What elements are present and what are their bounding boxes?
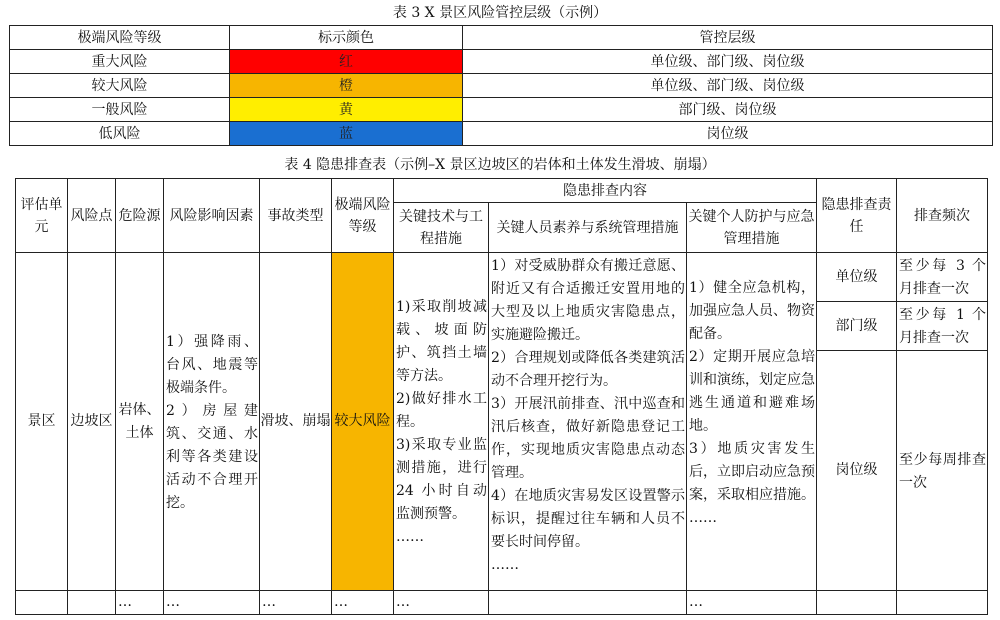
risk-level-cell: 一般风险 bbox=[10, 98, 230, 122]
frequency-cell: 至少每 1 个月排查一次 bbox=[897, 302, 988, 351]
header-control-level: 管控层级 bbox=[463, 26, 993, 50]
header-tech-measures: 关键技术与工程措施 bbox=[394, 203, 489, 253]
color-swatch-blue: 蓝 bbox=[230, 122, 463, 146]
risk-level-cell: 重大风险 bbox=[10, 50, 230, 74]
risk-level-cell: 低风险 bbox=[10, 122, 230, 146]
empty-cell bbox=[817, 591, 897, 615]
risk-point-cell: 边坡区 bbox=[68, 253, 116, 591]
frequency-cell: 至少每周排查一次 bbox=[897, 351, 988, 591]
control-level-cell: 单位级、部门级、岗位级 bbox=[463, 74, 993, 98]
header-assessment-unit: 评估单元 bbox=[16, 179, 68, 253]
table4-header-row-1 bbox=[16, 179, 988, 203]
empty-cell bbox=[489, 591, 687, 615]
color-swatch-orange: 橙 bbox=[230, 74, 463, 98]
control-level-cell: 岗位级 bbox=[463, 122, 993, 146]
management-measures-cell: 1）对受威胁群众有搬迁意愿、附近又有合适搬迁安置用地的大型及以上地质灾害隐患点，实施避险搬迁。 2）合理规划或降低各类建筑活动不合理开挖行为。 3）开展汛前排查、汛中巡查和汛后核查，做好新隐患登记工作，实现地质灾害隐患点动态管理。 4）在地质灾害易发区设置警示标识，提醒过往车辆和人员不要长时间停留。 …… bbox=[489, 253, 687, 591]
table3-caption: 表 3 X 景区风险管控层级（示例） bbox=[392, 5, 608, 21]
header-accident-type: 事故类型 bbox=[260, 179, 332, 253]
table3-header-row bbox=[10, 26, 993, 50]
header-protection-measures: 关键个人防护与应急管理措施 bbox=[687, 203, 817, 253]
ellipsis-cell: … bbox=[394, 591, 489, 615]
frequency-cell: 至少每 3 个月排查一次 bbox=[897, 253, 988, 302]
control-level-cell: 部门级、岗位级 bbox=[463, 98, 993, 122]
color-swatch-red: 红 bbox=[230, 50, 463, 74]
table3-row-major bbox=[10, 50, 993, 74]
header-risk-factors: 风险影响因素 bbox=[164, 179, 260, 253]
header-management-measures: 关键人员素养与系统管理措施 bbox=[489, 203, 687, 253]
responsibility-cell: 单位级 bbox=[817, 253, 897, 302]
ellipsis-cell: … bbox=[687, 591, 817, 615]
hazard-source-cell: 岩体、土体 bbox=[116, 253, 164, 591]
control-level-cell: 单位级、部门级、岗位级 bbox=[463, 50, 993, 74]
risk-control-level-table bbox=[9, 25, 993, 146]
header-risk-level: 极端风险等级 bbox=[10, 26, 230, 50]
ellipsis-cell: … bbox=[116, 591, 164, 615]
header-color: 标示颜色 bbox=[230, 26, 463, 50]
protection-measures-cell: 1）健全应急机构，加强应急人员、物资配备。 2）定期开展应急培训和演练，划定应急逃生通道和避难场地。 3）地质灾害发生后，立即启动应急预案，采取相应措施。 …… bbox=[687, 253, 817, 591]
color-swatch-yellow: 黄 bbox=[230, 98, 463, 122]
accident-type-cell: 滑坡、崩塌 bbox=[260, 253, 332, 591]
extreme-risk-level-cell: 较大风险 bbox=[332, 253, 394, 591]
header-hazard-source: 危险源 bbox=[116, 179, 164, 253]
table3-row-larger bbox=[10, 74, 993, 98]
responsibility-cell: 部门级 bbox=[817, 302, 897, 351]
hazard-inspection-table bbox=[15, 178, 988, 615]
header-inspection-content: 隐患排查内容 bbox=[394, 179, 817, 203]
ellipsis-cell: … bbox=[332, 591, 394, 615]
risk-level-cell: 较大风险 bbox=[10, 74, 230, 98]
table3-row-low bbox=[10, 122, 993, 146]
responsibility-cell: 岗位级 bbox=[817, 351, 897, 591]
header-frequency: 排查频次 bbox=[897, 179, 988, 253]
header-responsibility: 隐患排查责任 bbox=[817, 179, 897, 253]
empty-cell bbox=[68, 591, 116, 615]
header-risk-point: 风险点 bbox=[68, 179, 116, 253]
ellipsis-row bbox=[16, 591, 988, 615]
header-extreme-risk-level: 极端风险等级 bbox=[332, 179, 394, 253]
ellipsis-cell: … bbox=[260, 591, 332, 615]
assessment-unit-cell: 景区 bbox=[16, 253, 68, 591]
risk-factors-cell: 1）强降雨、台风、地震等极端条件。 2）房屋建筑、交通、水利等各类建设活动不合理开挖。 bbox=[164, 253, 260, 591]
empty-cell bbox=[16, 591, 68, 615]
table-row bbox=[16, 253, 988, 302]
empty-cell bbox=[897, 591, 988, 615]
ellipsis-cell: … bbox=[164, 591, 260, 615]
table4-caption: 表 4 隐患排查表（示例–X 景区边坡区的岩体和土体发生滑坡、崩塌） bbox=[284, 157, 716, 173]
tech-measures-cell: 1)采取削坡减载、坡面防护、筑挡土墙等方法。 2)做好排水工程。 3)采取专业监测措施，进行 24 小时自动监测预警。 …… bbox=[394, 253, 489, 591]
table3-row-general bbox=[10, 98, 993, 122]
